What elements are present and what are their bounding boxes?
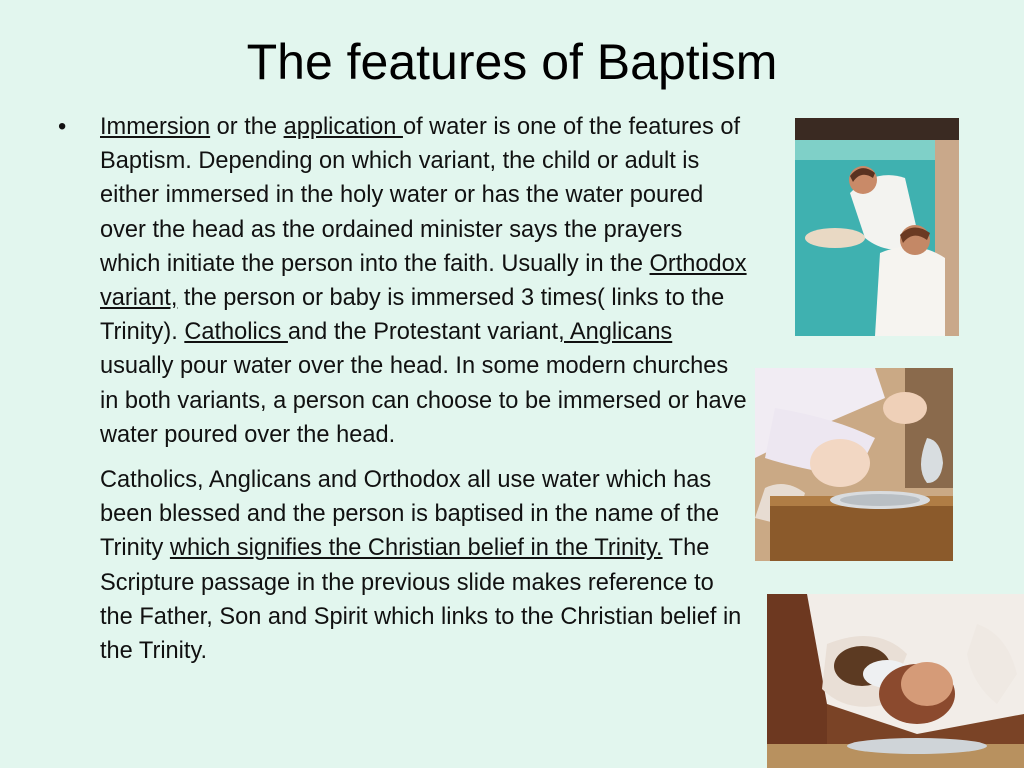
link-catholics[interactable]: Catholics: [184, 319, 288, 346]
text-segment: usually pour water over the head. In some modern churches in both variants, a person can choose to be immersed or have water poured over the head.: [100, 353, 747, 448]
text-segment: the person or baby is immersed 3 times( links to the Trinity).: [100, 285, 725, 346]
text-segment: and the Protestant variant: [287, 319, 559, 346]
water-poured-over-head-photo: [767, 594, 1024, 768]
baptism-by-immersion-photo: [795, 118, 959, 336]
paragraph-trinity: [58, 463, 748, 668]
link-application[interactable]: application: [283, 114, 403, 140]
text-segment: Catholics, Anglicans and Orthodox all use water which has been blessed and the person is baptised in the name of the Trinity: [100, 467, 720, 562]
slide-body: [58, 110, 748, 668]
text-segment: or the: [210, 114, 284, 140]
text-segment: of water is one of the features of Baptism. Depending on which variant, the child or adult is either immersed in the holy water or has the water poured over the head as the ordained minister says the prayers which initiate the person into the faith. Usually in the: [100, 114, 741, 277]
text-segment: The Scripture passage in the previous slide makes reference to the Father, Son and Spirit which links to the Christian belief in the Trinity.: [100, 535, 742, 665]
slide-title: The features of Baptism: [246, 34, 778, 90]
infant-baptism-at-font-photo: [755, 368, 953, 561]
paragraph-immersion: [58, 110, 748, 452]
bullet-icon: •: [58, 114, 67, 140]
link-christian-belief-trinity[interactable]: which signifies the Christian belief in the Trinity.: [169, 535, 663, 562]
link-orthodox-variant[interactable]: Orthodox variant,: [100, 250, 747, 312]
link-anglicans[interactable]: , Anglicans: [558, 319, 673, 346]
link-immersion[interactable]: Immersion: [100, 114, 211, 140]
